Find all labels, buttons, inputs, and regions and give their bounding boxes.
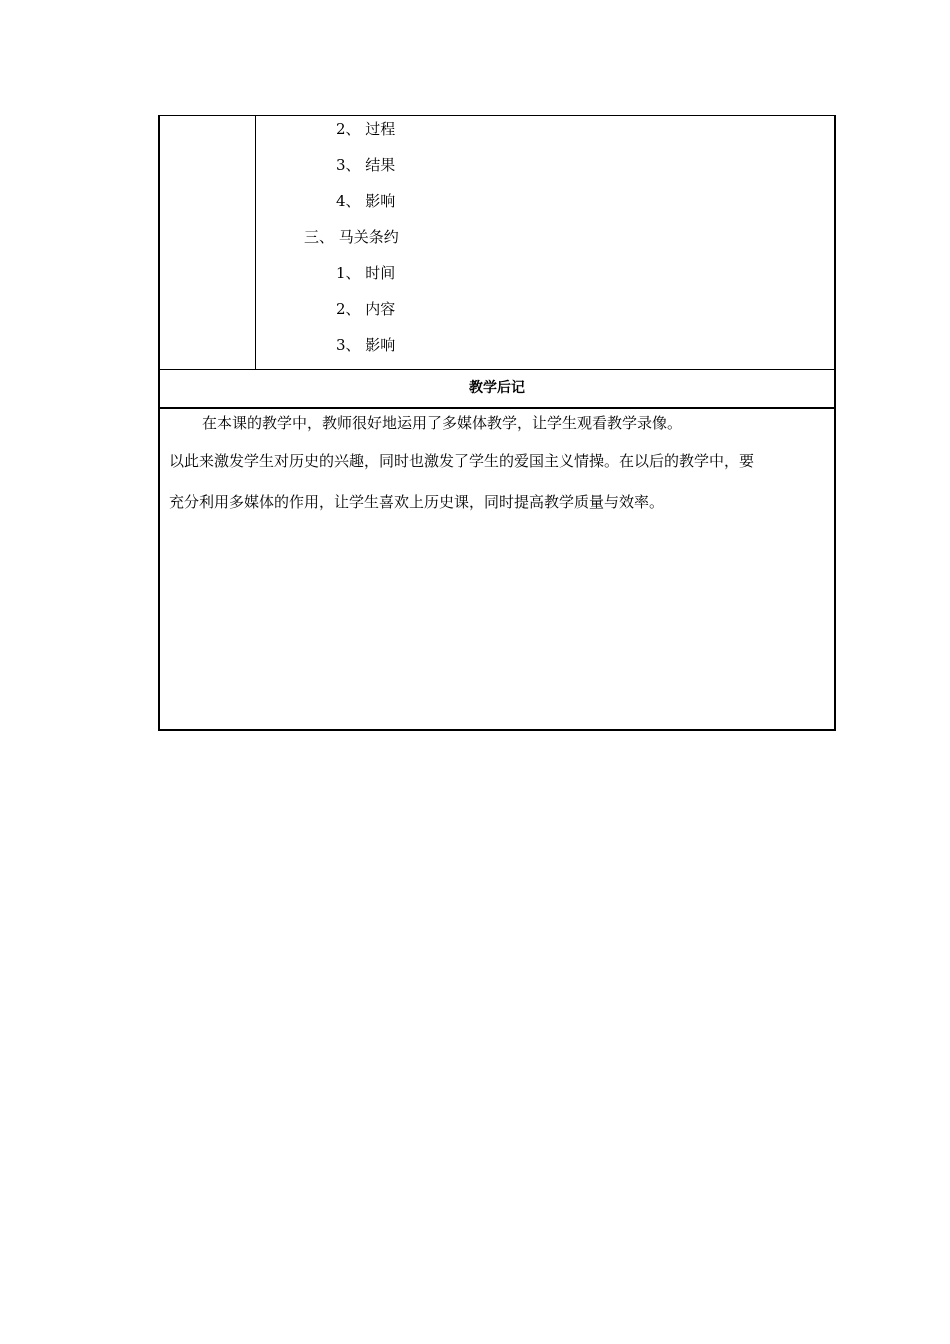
reflection-title: 教学后记: [469, 380, 525, 396]
reflection-notes-cell: [160, 409, 834, 730]
reflection-line: 充分利用多媒体的作用，让学生喜欢上历史课，同时提高教学质量与效率。: [169, 493, 665, 511]
outline-heading: 三、 马关条约: [304, 228, 399, 246]
outline-row: [160, 116, 834, 369]
lesson-table: [158, 115, 836, 731]
outline-item: 3、 影响: [336, 336, 396, 354]
reflection-line: 以此来激发学生对历史的兴趣，同时也激发了学生的爱国主义情操。在以后的教学中，要: [169, 452, 755, 470]
outline-item: 4、 影响: [336, 192, 396, 210]
outline-item: 2、 过程: [336, 120, 396, 138]
outline-item: 3、 结果: [336, 156, 396, 174]
reflection-header-row: [160, 369, 834, 409]
row-label-cell: [160, 116, 256, 369]
outline-item: 1、 时间: [336, 264, 396, 282]
reflection-line: 在本课的教学中，教师很好地运用了多媒体教学，让学生观看教学录像。: [202, 414, 683, 432]
outline-item: 2、 内容: [336, 300, 396, 318]
